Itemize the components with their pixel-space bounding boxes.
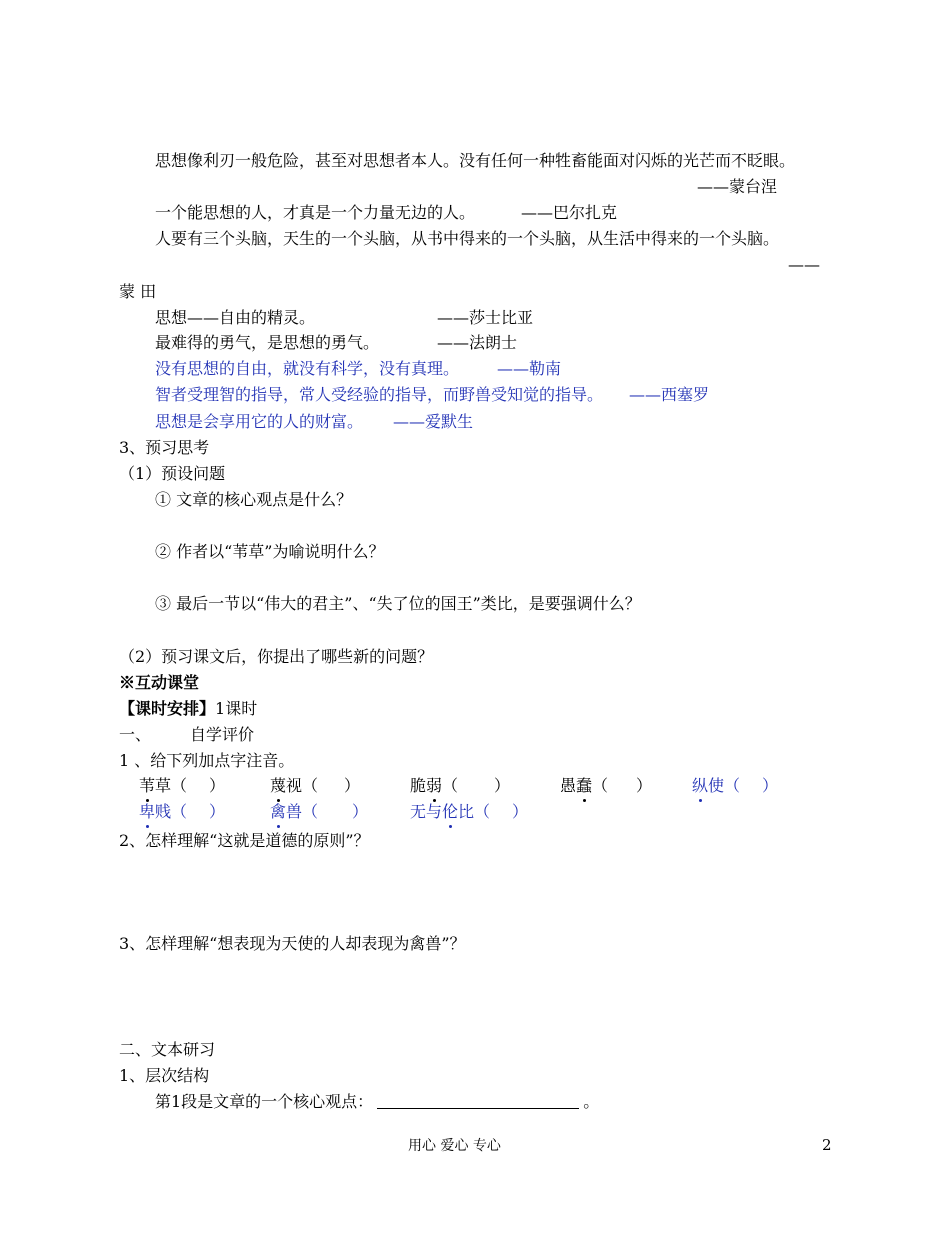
quote-renan-text: 没有思想的自由，就没有科学，没有真理。 bbox=[155, 359, 460, 378]
page-number: 2 bbox=[822, 1136, 832, 1154]
word-item: 纵使（ ） bbox=[692, 776, 779, 795]
dotted-char: 禽 bbox=[270, 802, 287, 821]
quote-balzac bbox=[155, 203, 617, 223]
quote-author-balzac: ——巴尔扎克 bbox=[521, 203, 618, 222]
question-last-section: ③ 最后一节以“伟大的君主”、“失了位的国王”类比，是要强调什么？ bbox=[155, 594, 641, 613]
quote-author-shakespeare: ——莎士比亚 bbox=[437, 308, 534, 327]
question-reed-metaphor: ② 作者以“苇草”为喻说明什么？ bbox=[155, 542, 385, 561]
quote-cicero-text: 智者受理智的指导，常人受经验的指导，而野兽受知觉的指导。 bbox=[155, 385, 604, 404]
quote-emerson bbox=[155, 412, 473, 432]
quote-montaigne: 思想像利刃一般危险，甚至对思想者本人。没有任何一种牲畜能面对闪烁的光芒而不眨眼。 bbox=[155, 151, 796, 170]
dotted-char: 纵 bbox=[692, 776, 709, 795]
section-heading-study: 二、文本研习 bbox=[119, 1040, 216, 1059]
class-schedule-label: 【课时安排】 bbox=[119, 699, 216, 718]
question-angel-beast: 3、怎样理解“想表现为天使的人却表现为禽兽”？ bbox=[119, 934, 466, 953]
quote-cicero bbox=[155, 385, 709, 405]
part-one-title: 自学评价 bbox=[190, 725, 255, 744]
quote-france: 最难得的勇气，是思想的勇气。 bbox=[155, 333, 380, 352]
quote-montaigne-2: 人要有三个头脑，天生的一个头脑，从书中得来的一个头脑，从生活中得来的一个头脑。 bbox=[155, 229, 780, 248]
part-one-number: 一、 bbox=[119, 725, 152, 744]
section-heading-preview: 3、预习思考 bbox=[119, 438, 210, 457]
subheading-structure: 1、层次结构 bbox=[119, 1066, 210, 1085]
question-new-questions: （2）预习课文后，你提出了哪些新的问题？ bbox=[119, 647, 434, 666]
question-core-view: ① 文章的核心观点是什么？ bbox=[155, 490, 353, 509]
question-moral-principle: 2、怎样理解“这就是道德的原则”？ bbox=[119, 831, 370, 850]
exercise-phonetic: 1 、给下列加点字注音。 bbox=[119, 751, 295, 770]
dotted-char: 蠢 bbox=[576, 776, 593, 795]
quote-author-montaigne: ——蒙台涅 bbox=[697, 177, 778, 196]
class-schedule bbox=[119, 699, 257, 719]
word-item: 脆弱（ ） bbox=[410, 776, 511, 795]
quote-author-dash: —— bbox=[788, 255, 820, 274]
quote-balzac-text: 一个能思想的人，才真是一个力量无边的人。 bbox=[155, 203, 476, 222]
dotted-char: 弱 bbox=[426, 776, 443, 795]
dotted-char: 蔑 bbox=[270, 776, 287, 795]
word-item: 蔑视（ ） bbox=[270, 776, 361, 795]
dotted-char: 苇 bbox=[139, 776, 156, 795]
word-item: 无与伦比（ ） bbox=[410, 802, 529, 821]
footer-motto: 用心 爱心 专心 bbox=[408, 1138, 501, 1154]
dotted-char: 伦 bbox=[442, 802, 459, 821]
quote-author-montaigne-2: 蒙 田 bbox=[119, 282, 157, 301]
answer-blank[interactable] bbox=[377, 1092, 579, 1109]
paragraph-core-view-text: 第1段是文章的一个核心观点： bbox=[155, 1092, 374, 1111]
word-item: 愚蠢（ ） bbox=[560, 776, 653, 795]
subheading-preset-questions: （1）预设问题 bbox=[119, 464, 226, 483]
quote-renan bbox=[155, 359, 561, 379]
quote-author-france: ——法朗士 bbox=[437, 333, 518, 352]
quote-emerson-text: 思想是会享用它的人的财富。 bbox=[155, 412, 364, 431]
word-item: 卑贱（ ） bbox=[139, 802, 226, 821]
quote-author-renan: ——勒南 bbox=[497, 359, 562, 378]
word-item: 禽兽（ ） bbox=[270, 802, 369, 821]
word-item: 苇草（ ） bbox=[139, 776, 226, 795]
quote-author-emerson: ——爱默生 bbox=[393, 412, 474, 431]
class-schedule-value: 1课时 bbox=[215, 699, 258, 718]
section-heading-interactive: ※互动课堂 bbox=[119, 673, 200, 692]
quote-shakespeare: 思想——自由的精灵。 bbox=[155, 308, 316, 327]
paragraph-core-view: 第1段是文章的一个核心观点： 。 bbox=[155, 1092, 600, 1111]
dotted-char: 卑 bbox=[139, 802, 156, 821]
quote-author-cicero: ——西塞罗 bbox=[629, 385, 710, 404]
